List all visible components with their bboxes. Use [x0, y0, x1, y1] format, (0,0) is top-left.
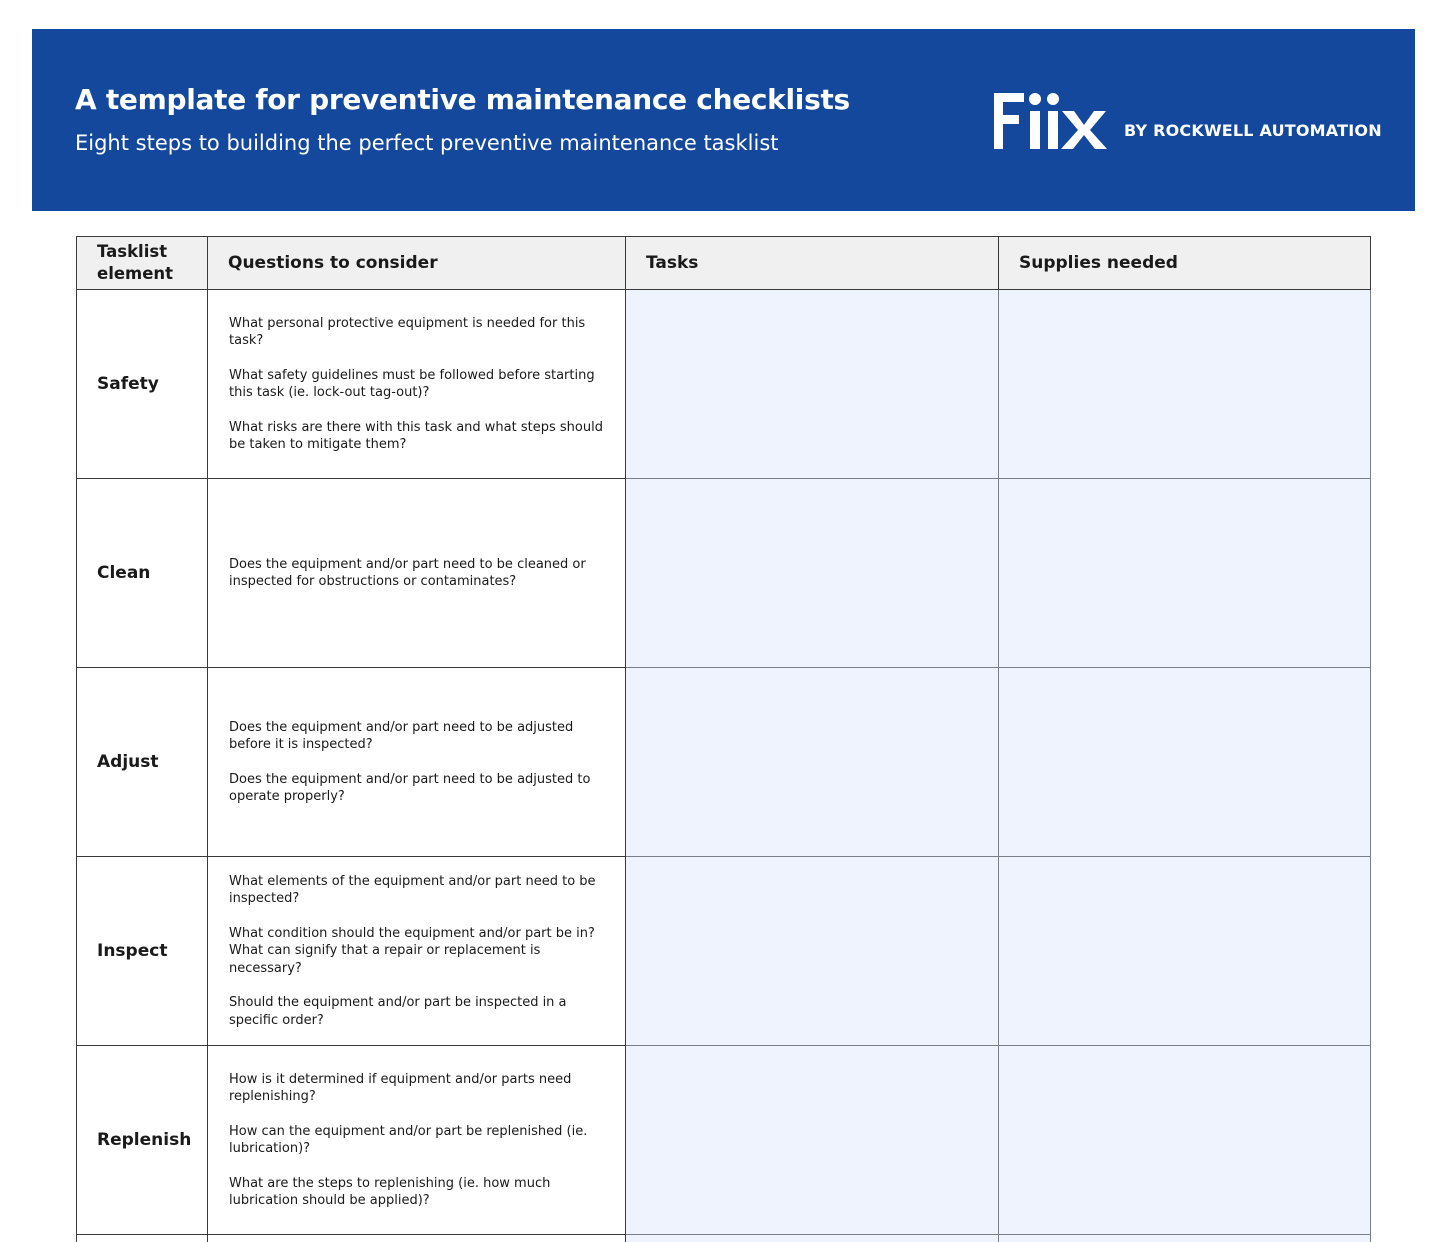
- questions-cell: [208, 1046, 626, 1235]
- element-cell: [77, 1235, 208, 1242]
- question-text: What personal protective equipment is needed for this task?: [229, 315, 586, 348]
- supplies-entry-cell[interactable]: [999, 1046, 1371, 1235]
- column-header-supplies: Supplies needed: [999, 237, 1371, 290]
- element-cell: Replenish: [77, 1046, 208, 1235]
- question-text: What condition should the equipment and/or part be in? What can signify that a repair or replacement is necessary?: [229, 925, 595, 976]
- question-text: What risks are there with this task and what steps should be taken to mitigate them?: [229, 419, 603, 452]
- questions-cell: [208, 668, 626, 857]
- column-header-questions: Questions to consider: [208, 237, 626, 290]
- table-row: [77, 1235, 1371, 1242]
- supplies-entry-cell[interactable]: [999, 857, 1371, 1046]
- question-text: What safety guidelines must be followed before starting this task (ie. lock-out tag-out)?: [229, 367, 595, 400]
- tasks-entry-cell[interactable]: [626, 1046, 999, 1235]
- supplies-entry-cell[interactable]: [999, 668, 1371, 857]
- fiix-logo: [994, 87, 1108, 153]
- questions-cell: [208, 479, 626, 668]
- question-text: How can the equipment and/or part be replenished (ie. lubrication)?: [229, 1123, 588, 1156]
- question-text: Does the equipment and/or part need to be adjusted before it is inspected?: [229, 719, 574, 752]
- page-subtitle: Eight steps to building the perfect preventive maintenance tasklist: [75, 131, 779, 155]
- supplies-entry-cell[interactable]: [999, 1235, 1371, 1242]
- question-text: Does the equipment and/or part need to be cleaned or inspected for obstructions or contaminates?: [229, 556, 586, 589]
- table-row: [77, 290, 1371, 479]
- page-title: A template for preventive maintenance checklists: [75, 83, 850, 116]
- table-header-row: [77, 237, 1371, 290]
- table-row: [77, 1046, 1371, 1235]
- tasks-entry-cell[interactable]: [626, 290, 999, 479]
- tasks-entry-cell[interactable]: [626, 668, 999, 857]
- question-text: Should the equipment and/or part be inspected in a specific order?: [229, 995, 567, 1028]
- logo-tagline: BY ROCKWELL AUTOMATION: [1124, 121, 1382, 140]
- element-cell: Safety: [77, 290, 208, 479]
- checklist-table: [76, 236, 1371, 1242]
- table-row: [77, 668, 1371, 857]
- question-text: Does the equipment and/or part need to be adjusted to operate properly?: [229, 771, 591, 804]
- questions-cell: [208, 290, 626, 479]
- supplies-entry-cell[interactable]: [999, 479, 1371, 668]
- question-text: How is it determined if equipment and/or parts need replenishing?: [229, 1071, 572, 1104]
- element-cell: Inspect: [77, 857, 208, 1046]
- element-cell: Adjust: [77, 668, 208, 857]
- element-cell: Clean: [77, 479, 208, 668]
- tasks-entry-cell[interactable]: [626, 1235, 999, 1242]
- table-row: [77, 479, 1371, 668]
- table-row: [77, 857, 1371, 1046]
- column-header-tasks: Tasks: [626, 237, 999, 290]
- question-text: What are the steps to replenishing (ie. how much lubrication should be applied)?: [229, 1175, 551, 1208]
- header-banner: [32, 29, 1415, 211]
- questions-cell: [208, 857, 626, 1046]
- supplies-entry-cell[interactable]: [999, 290, 1371, 479]
- tasks-entry-cell[interactable]: [626, 479, 999, 668]
- tasks-entry-cell[interactable]: [626, 857, 999, 1046]
- column-header-element: Tasklist element: [77, 237, 208, 290]
- questions-cell: [208, 1235, 626, 1242]
- question-text: What elements of the equipment and/or part need to be inspected?: [229, 873, 596, 907]
